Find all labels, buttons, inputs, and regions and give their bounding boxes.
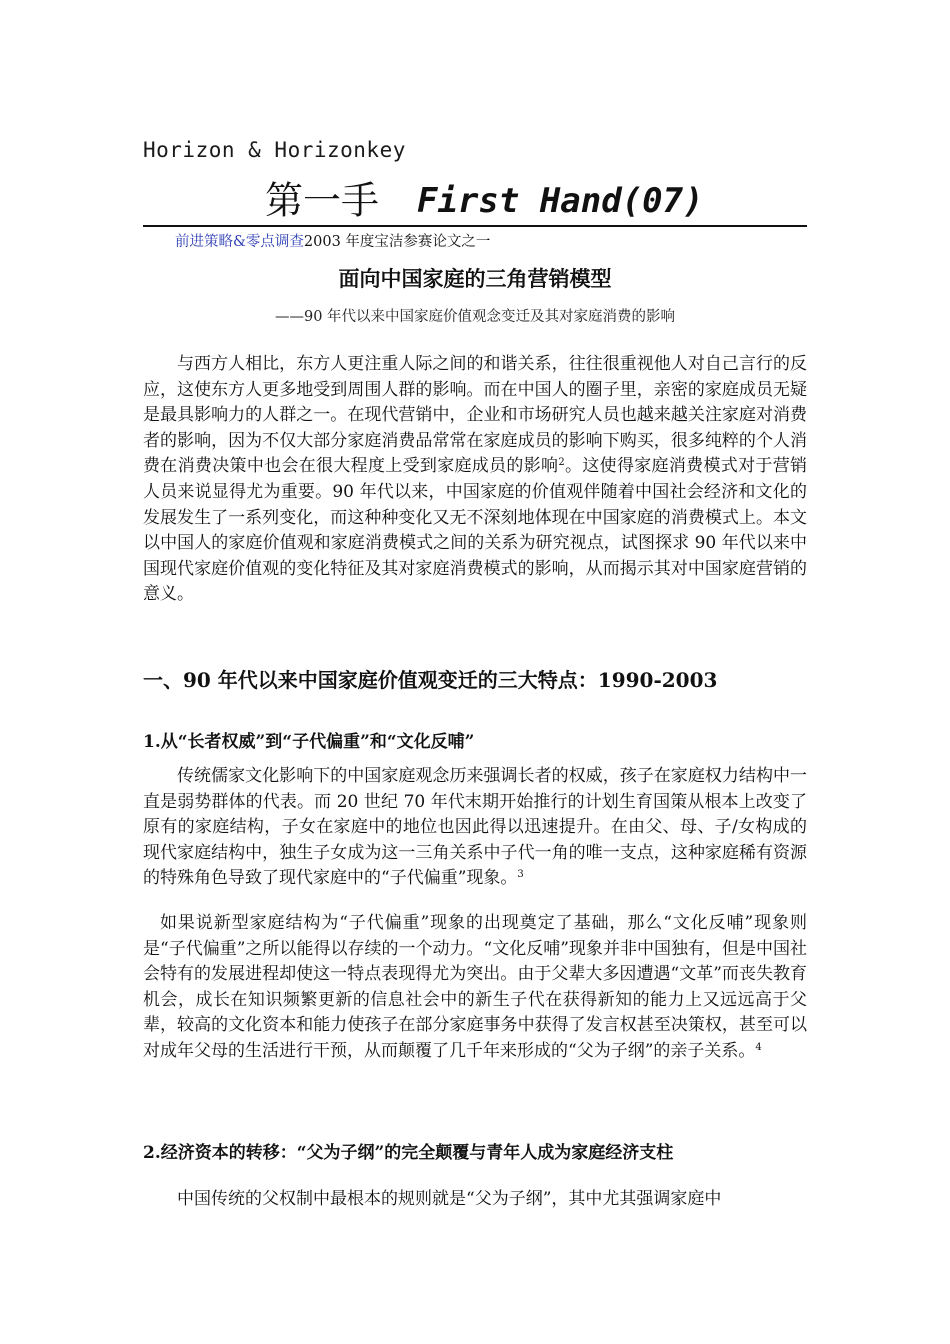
masthead-title-cn: 第一手 <box>265 178 380 223</box>
subsection-heading-2: 2.经济资本的转移：“父为子纲”的完全颠覆与青年人成为家庭经济支柱 <box>143 1143 674 1163</box>
subsection-heading-1: 1.从“长者权威”到“子代偏重”和“文化反哺” <box>143 732 475 752</box>
byline-text: 2003 年度宝洁参赛论文之一 <box>303 234 491 250</box>
footnote-marker: 2 <box>558 457 565 469</box>
masthead-title-en: First Hand(07) <box>417 180 704 221</box>
footnote-marker: 3 <box>517 869 524 881</box>
header-rule <box>143 225 807 227</box>
intro-paragraph <box>143 352 807 608</box>
article-subtitle: ——90 年代以来中国家庭价值观念变迁及其对家庭消费的影响 <box>274 309 676 325</box>
masthead <box>265 176 704 224</box>
subsection1-paragraph-2 <box>143 911 807 1065</box>
brand-name: Horizon & Horizonkey <box>143 138 406 162</box>
article-title: 面向中国家庭的三角营销模型 <box>338 267 612 291</box>
intro-text-b: 。这使得家庭消费模式对于营销人员来说显得尤为重要。90 年代以来，中国家庭的价值观伴随着中国社会经济和文化的发展发生了一系列变化，而这种种变化又无不深刻地体现在中国家庭的消费模式上。本文以中国人的家庭价值观和家庭消费模式之间的关系为研究视点，试图探求 90 年代以来中国现代家庭价值观的变化特征及其对家庭消费模式的影响，从而揭示其对中国家庭营销的意义。 <box>143 456 808 605</box>
intro-text-a: 与西方人相比，东方人更注重人际之间的和谐关系，往往很重视他人对自己言行的反应，这使东方人更多地受到周围人群的影响。而在中国人的圈子里，亲密的家庭成员无疑是最具影响力的人群之一。在现代营销中，企业和市场研究人员也越来越关注家庭对消费者的影响，因为不仅大部分家庭消费品常常在家庭成员的影响下购买，很多纯粹的个人消费在消费决策中也会在很大程度上受到家庭成员的影响 <box>143 354 807 477</box>
paragraph-text: 如果说新型家庭结构为“子代偏重”现象的出现奠定了基础，那么“文化反哺”现象则是“子代偏重”之所以能得以存续的一个动力。“文化反哺”现象并非中国独有，但是中国社会特有的发展进程却使这一特点表现得尤为突出。由于父辈大多因遭遇“文革”而丧失教育机会，成长在知识频繁更新的信息社会中的新生子代在获得新知的能力上又远远高于父辈，较高的文化资本和能力使孩子在部分家庭事务中获得了发言权甚至决策权，甚至可以对成年父母的生活进行干预，从而颠覆了几千年来形成的“父为子纲”的亲子关系。 <box>143 913 807 1061</box>
byline <box>175 230 490 251</box>
subsection1-paragraph-1 <box>143 764 807 892</box>
footnote-marker: 4 <box>755 1041 762 1053</box>
section-heading: 一、90 年代以来中国家庭价值观变迁的三大特点：1990-2003 <box>143 668 718 692</box>
paragraph-text: 传统儒家文化影响下的中国家庭观念历来强调长者的权威，孩子在家庭权力结构中一直是弱势群体的代表。而 20 世纪 70 年代末期开始推行的计划生育国策从根本上改变了原有的家庭结构，子女在家庭中的地位也因此得以迅速提升。在由父、母、子/女构成的现代家庭结构中，独生子女成为这一三角关系中子代一角的唯一支点，这种家庭稀有资源的特殊角色导致了现代家庭中的“子代偏重”现象。 <box>143 766 807 889</box>
byline-link[interactable]: 前进策略&零点调查 <box>175 234 304 250</box>
subsection2-paragraph-1: 中国传统的父权制中最根本的规则就是“父为子纲”，其中尤其强调家庭中 <box>177 1189 722 1209</box>
